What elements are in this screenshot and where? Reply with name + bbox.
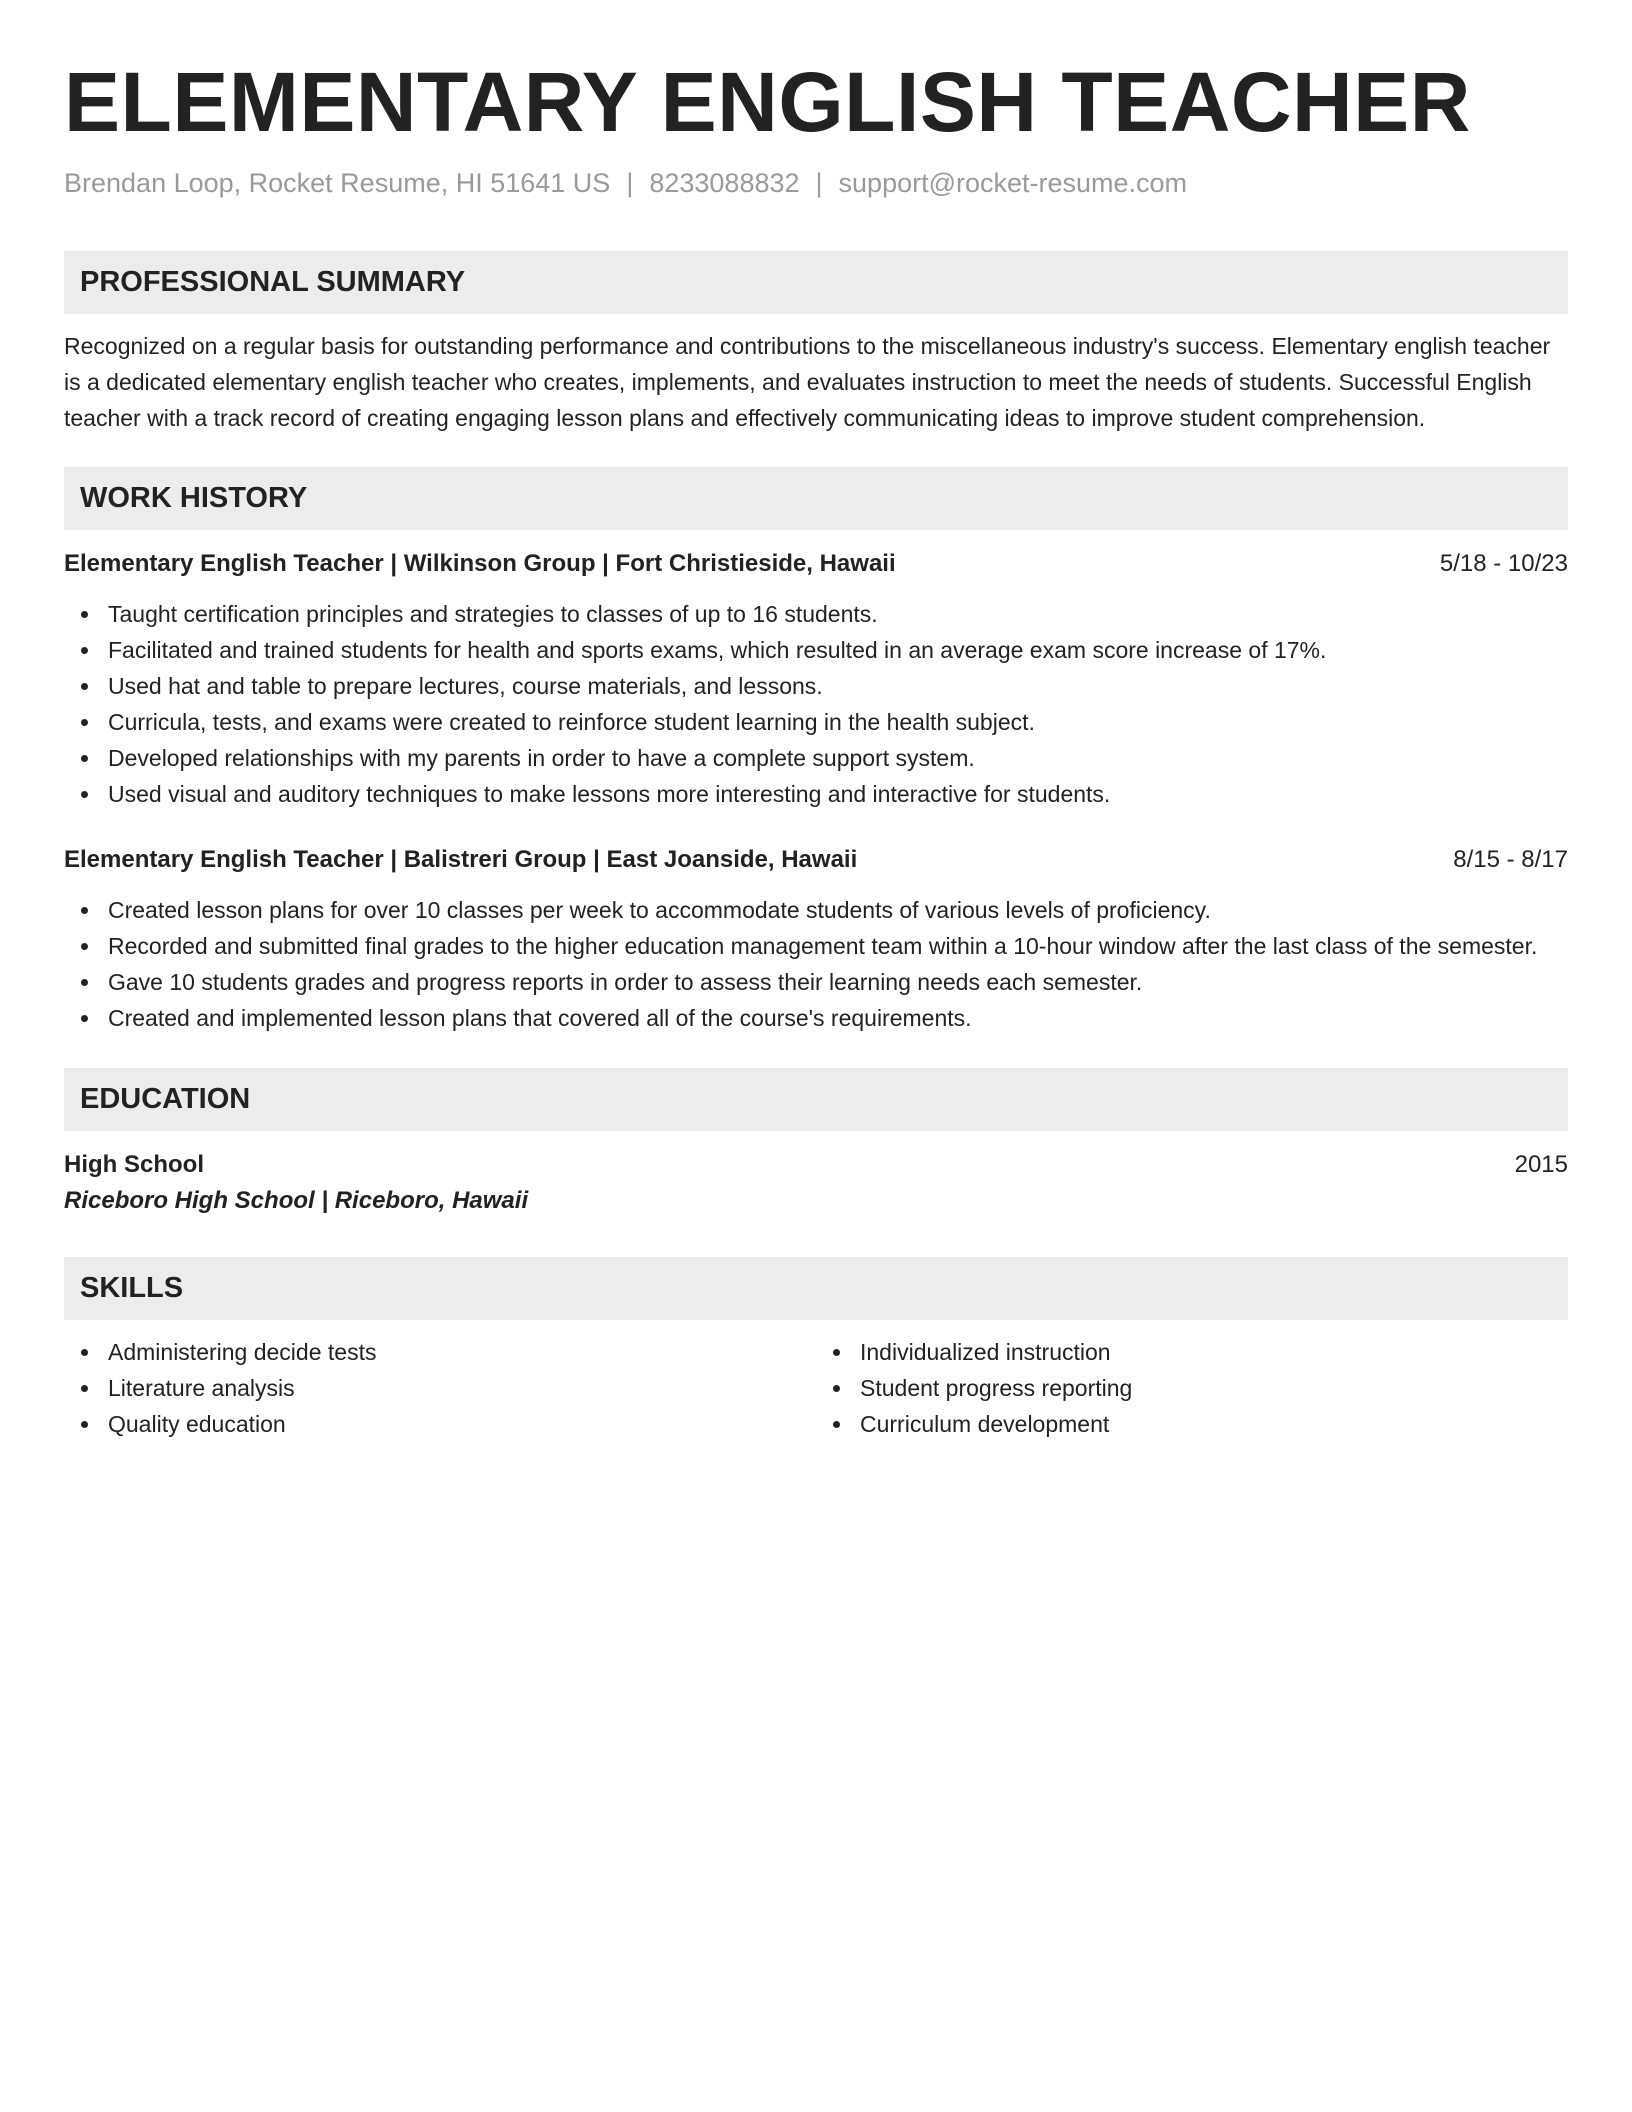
contact-address: Brendan Loop, Rocket Resume, HI 51641 US	[64, 168, 611, 199]
contact-separator: |	[815, 168, 823, 199]
section-title-work-history: WORK HISTORY	[80, 482, 308, 515]
job-bullet: Developed relationships with my parents in order to have a complete support system.	[64, 740, 1568, 776]
section-title-summary: PROFESSIONAL SUMMARY	[80, 266, 466, 299]
job-header	[64, 842, 1568, 878]
section-header-skills	[64, 1257, 1568, 1320]
job-title: Elementary English Teacher | Balistreri Group | East Joanside, Hawaii	[64, 846, 858, 874]
job-entry	[64, 546, 1568, 812]
contact-separator: |	[626, 168, 634, 199]
job-bullet: Used visual and auditory techniques to make lessons more interesting and interactive for students.	[64, 776, 1568, 812]
job-bullet: Created lesson plans for over 10 classes per week to accommodate students of various levels of proficiency.	[64, 892, 1568, 928]
job-title: Elementary English Teacher | Wilkinson Group | Fort Christieside, Hawaii	[64, 550, 896, 578]
section-header-work-history	[64, 467, 1568, 530]
skills-grid	[64, 1334, 1568, 1442]
skills-column-right	[816, 1334, 1568, 1442]
education-year: 2015	[1514, 1151, 1568, 1179]
skill-item: Literature analysis	[64, 1370, 816, 1406]
job-entry	[64, 842, 1568, 1036]
skill-item: Quality education	[64, 1406, 816, 1442]
education-school: Riceboro High School | Riceboro, Hawaii	[64, 1187, 529, 1215]
skills-list	[64, 1334, 816, 1442]
section-title-education: EDUCATION	[80, 1083, 251, 1116]
job-bullet: Gave 10 students grades and progress reports in order to assess their learning needs each semester.	[64, 964, 1568, 1000]
job-header	[64, 546, 1568, 582]
job-bullet: Facilitated and trained students for health and sports exams, which resulted in an average exam score increase of 17%.	[64, 632, 1568, 668]
section-header-education	[64, 1068, 1568, 1131]
contact-phone: 8233088832	[649, 168, 800, 199]
skill-item: Administering decide tests	[64, 1334, 816, 1370]
contact-email: support@rocket-resume.com	[838, 168, 1188, 199]
education-header	[64, 1147, 1568, 1183]
skill-item: Individualized instruction	[816, 1334, 1568, 1370]
education-degree: High School	[64, 1151, 204, 1179]
skills-column-left	[64, 1334, 816, 1442]
summary-text: Recognized on a regular basis for outstanding performance and contributions to the miscellaneous industry's success. Elementary english teacher is a dedicated elementary english teacher who creates, implements, and evaluates instruction to meet the needs of students. Successful English teacher with a track record of creating engaging lesson plans and effectively communicating ideas to improve student comprehension.	[64, 333, 1551, 432]
skill-item: Student progress reporting	[816, 1370, 1568, 1406]
job-bullet: Curricula, tests, and exams were created to reinforce student learning in the health subject.	[64, 704, 1568, 740]
section-header-summary	[64, 251, 1568, 314]
skill-item: Curriculum development	[816, 1406, 1568, 1442]
job-bullet: Recorded and submitted final grades to the higher education management team within a 10-hour window after the last class of the semester.	[64, 928, 1568, 964]
job-bullet: Created and implemented lesson plans that covered all of the course's requirements.	[64, 1000, 1568, 1036]
section-title-skills: SKILLS	[80, 1272, 184, 1305]
job-bullets	[64, 892, 1568, 1036]
job-dates: 8/15 - 8/17	[1453, 846, 1568, 874]
job-bullets	[64, 596, 1568, 812]
job-bullet: Taught certification principles and strategies to classes of up to 16 students.	[64, 596, 1568, 632]
job-dates: 5/18 - 10/23	[1439, 550, 1568, 578]
job-bullet: Used hat and table to prepare lectures, course materials, and lessons.	[64, 668, 1568, 704]
contact-line	[64, 166, 1568, 201]
resume-title: ELEMENTARY ENGLISH TEACHER	[64, 55, 1471, 149]
skills-list	[816, 1334, 1568, 1442]
